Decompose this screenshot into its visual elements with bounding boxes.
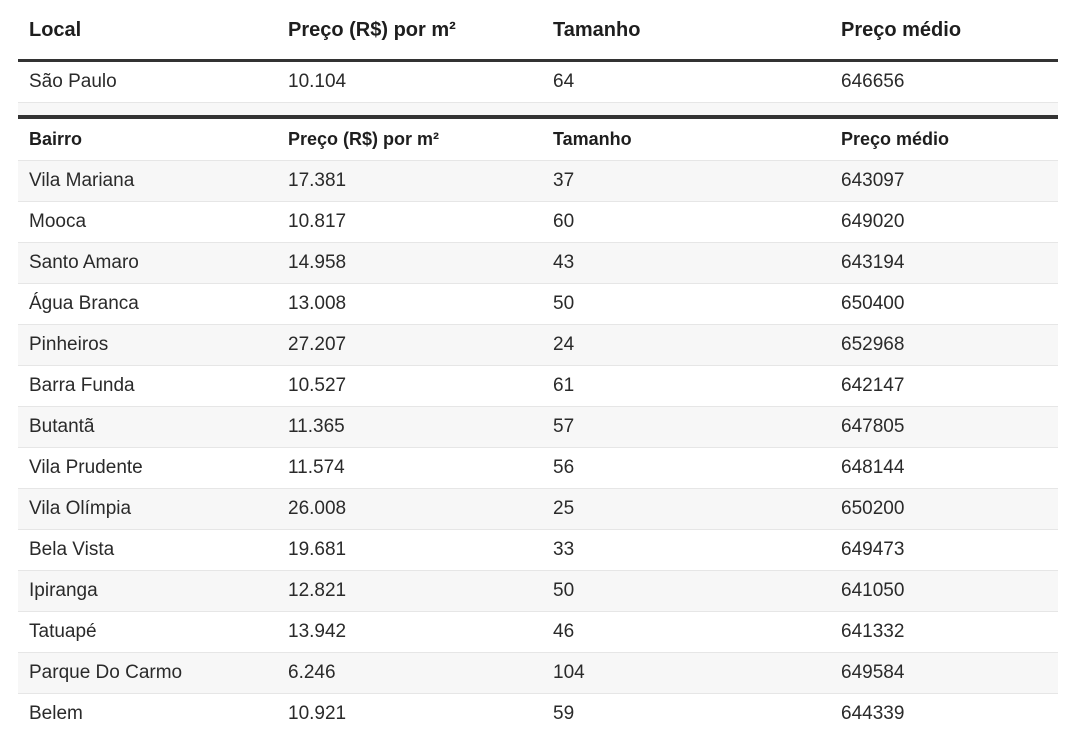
column-header-size: Tamanho bbox=[542, 117, 830, 161]
cell-size: 57 bbox=[542, 407, 830, 448]
cell-price-per-m2: 10.817 bbox=[277, 202, 542, 243]
cell-size: 56 bbox=[542, 448, 830, 489]
cell-bairro: Belem bbox=[18, 694, 277, 735]
cell-bairro: Butantã bbox=[18, 407, 277, 448]
table-row bbox=[18, 448, 1058, 489]
cell-price-per-m2: 17.381 bbox=[277, 161, 542, 202]
cell-bairro: Vila Prudente bbox=[18, 448, 277, 489]
table-row bbox=[18, 325, 1058, 366]
cell-price-per-m2: 11.365 bbox=[277, 407, 542, 448]
cell-avg-price: 643194 bbox=[830, 243, 1058, 284]
cell-size: 60 bbox=[542, 202, 830, 243]
cell-avg-price: 648144 bbox=[830, 448, 1058, 489]
cell-avg-price: 649473 bbox=[830, 530, 1058, 571]
cell-bairro: Parque Do Carmo bbox=[18, 653, 277, 694]
cell-avg-price: 642147 bbox=[830, 366, 1058, 407]
column-header-avg-price: Preço médio bbox=[830, 0, 1058, 61]
table-row bbox=[18, 407, 1058, 448]
cell-size: 104 bbox=[542, 653, 830, 694]
table-row bbox=[18, 161, 1058, 202]
cell-price-per-m2: 13.942 bbox=[277, 612, 542, 653]
cell-bairro: Santo Amaro bbox=[18, 243, 277, 284]
cell-price-per-m2: 13.008 bbox=[277, 284, 542, 325]
cell-avg-price: 647805 bbox=[830, 407, 1058, 448]
cell-local: São Paulo bbox=[18, 61, 277, 103]
cell-bairro: Bela Vista bbox=[18, 530, 277, 571]
neighborhoods-table bbox=[18, 115, 1058, 734]
cell-size: 64 bbox=[542, 61, 830, 103]
cell-avg-price: 644339 bbox=[830, 694, 1058, 735]
cell-price-per-m2: 19.681 bbox=[277, 530, 542, 571]
column-header-price-per-m2: Preço (R$) por m² bbox=[277, 117, 542, 161]
cell-price-per-m2: 27.207 bbox=[277, 325, 542, 366]
table-header-row bbox=[18, 0, 1058, 61]
cell-bairro: Tatuapé bbox=[18, 612, 277, 653]
table-row bbox=[18, 243, 1058, 284]
table-row bbox=[18, 571, 1058, 612]
cell-size: 37 bbox=[542, 161, 830, 202]
cell-price-per-m2: 10.527 bbox=[277, 366, 542, 407]
cell-size: 61 bbox=[542, 366, 830, 407]
column-header-avg-price: Preço médio bbox=[830, 117, 1058, 161]
column-header-local: Local bbox=[18, 0, 277, 61]
cell-price-per-m2: 10.104 bbox=[277, 61, 542, 103]
cell-size: 43 bbox=[542, 243, 830, 284]
cell-size: 33 bbox=[542, 530, 830, 571]
cell-avg-price: 649584 bbox=[830, 653, 1058, 694]
cell-avg-price: 650400 bbox=[830, 284, 1058, 325]
cell-bairro: Ipiranga bbox=[18, 571, 277, 612]
cell-avg-price: 641050 bbox=[830, 571, 1058, 612]
cell-bairro: Barra Funda bbox=[18, 366, 277, 407]
table-row bbox=[18, 653, 1058, 694]
cell-price-per-m2: 12.821 bbox=[277, 571, 542, 612]
city-summary-table bbox=[18, 0, 1058, 117]
table-row bbox=[18, 202, 1058, 243]
cell-avg-price: 641332 bbox=[830, 612, 1058, 653]
neighborhoods-table-body bbox=[18, 161, 1058, 735]
cell-price-per-m2: 26.008 bbox=[277, 489, 542, 530]
cell-price-per-m2: 10.921 bbox=[277, 694, 542, 735]
cell-size: 46 bbox=[542, 612, 830, 653]
cell-bairro: Vila Olímpia bbox=[18, 489, 277, 530]
cell-price-per-m2: 6.246 bbox=[277, 653, 542, 694]
cell-bairro: Água Branca bbox=[18, 284, 277, 325]
cell-bairro: Pinheiros bbox=[18, 325, 277, 366]
cell-price-per-m2: 11.574 bbox=[277, 448, 542, 489]
table-header-row bbox=[18, 117, 1058, 161]
table-row bbox=[18, 284, 1058, 325]
cell-avg-price: 643097 bbox=[830, 161, 1058, 202]
table-row bbox=[18, 61, 1058, 103]
cell-bairro: Mooca bbox=[18, 202, 277, 243]
cell-avg-price: 650200 bbox=[830, 489, 1058, 530]
cell-size: 59 bbox=[542, 694, 830, 735]
cell-avg-price: 652968 bbox=[830, 325, 1058, 366]
cell-size: 50 bbox=[542, 284, 830, 325]
cell-price-per-m2: 14.958 bbox=[277, 243, 542, 284]
table-row bbox=[18, 489, 1058, 530]
cell-size: 50 bbox=[542, 571, 830, 612]
cell-bairro: Vila Mariana bbox=[18, 161, 277, 202]
cell-avg-price: 646656 bbox=[830, 61, 1058, 103]
table-row bbox=[18, 694, 1058, 735]
column-header-bairro: Bairro bbox=[18, 117, 277, 161]
table-row bbox=[18, 530, 1058, 571]
column-header-price-per-m2: Preço (R$) por m² bbox=[277, 0, 542, 61]
cell-avg-price: 649020 bbox=[830, 202, 1058, 243]
cell-size: 24 bbox=[542, 325, 830, 366]
table-row bbox=[18, 366, 1058, 407]
table-row bbox=[18, 612, 1058, 653]
cell-size: 25 bbox=[542, 489, 830, 530]
column-header-size: Tamanho bbox=[542, 0, 830, 61]
